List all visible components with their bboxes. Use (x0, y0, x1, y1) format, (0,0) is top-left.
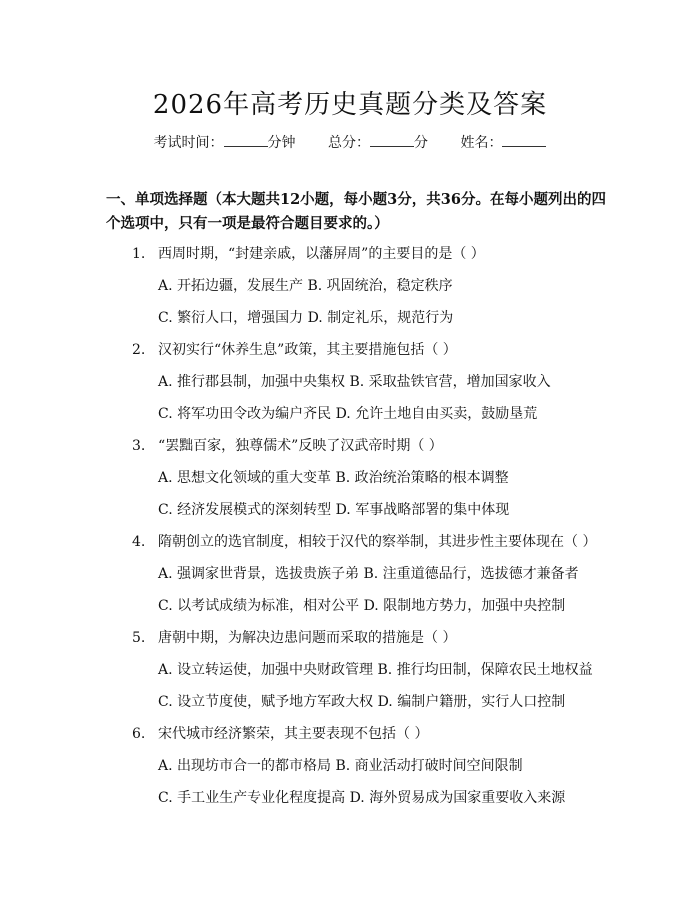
question-stem: 汉初实行“休养生息”政策，其主要措施包括（ ） (158, 342, 457, 358)
question-stem: “罢黜百家，独尊儒术”反映了汉武帝时期（ ） (158, 438, 443, 454)
question-stem: 唐朝中期，为解决边患问题而采取的措施是（ ） (158, 630, 457, 646)
student-name-field: 姓名： (460, 135, 546, 151)
question-4: 4. 隋朝创立的选官制度，相较于汉代的察举制，其进步性主要体现在（ ） (132, 534, 597, 550)
name-blank (502, 134, 546, 147)
question-6-options-ab: A. 出现坊市合一的都市格局 B. 商业活动打破时间空间限制 (158, 758, 523, 774)
question-3-options-ab: A. 思想文化领域的重大变革 B. 政治统治策略的根本调整 (158, 470, 509, 486)
question-2-options-ab: A. 推行郡县制，加强中央集权 B. 采取盐铁官营，增加国家收入 (158, 374, 551, 390)
question-3-options-cd: C. 经济发展模式的深刻转型 D. 军事战略部署的集中体现 (158, 502, 510, 518)
page-title: 2026年高考历史真题分类及答案 (152, 90, 548, 120)
question-4-options-ab: A. 强调家世背景，选拔贵族子弟 B. 注重道德品行，选拔德才兼备者 (158, 566, 579, 582)
question-stem: 隋朝创立的选官制度，相较于汉代的察举制，其进步性主要体现在（ ） (158, 534, 597, 550)
question-6: 6. 宋代城市经济繁荣，其主要表现不包括（ ） (132, 726, 429, 742)
question-2: 2. 汉初实行“休养生息”政策，其主要措施包括（ ） (132, 342, 457, 358)
question-5: 5. 唐朝中期，为解决边患问题而采取的措施是（ ） (132, 630, 457, 646)
question-2-options-cd: C. 将军功田令改为编户齐民 D. 允许土地自由买卖，鼓励垦荒 (158, 406, 538, 422)
exam-time-field: 考试时间： 分钟 (153, 135, 296, 151)
question-1-options-cd: C. 繁衍人口，增强国力 D. 制定礼乐，规范行为 (158, 310, 454, 326)
score-blank (370, 134, 414, 147)
section-heading: 一、单项选择题（本大题共12小题，每小题3分，共36分。在每小题列出的四个选项中，只有一项是最符合题目要求的。） (106, 191, 606, 232)
time-blank (224, 134, 268, 147)
question-5-options-ab: A. 设立转运使，加强中央财政管理 B. 推行均田制，保障农民土地权益 (158, 662, 593, 678)
question-stem: 宋代城市经济繁荣，其主要表现不包括（ ） (158, 726, 429, 742)
question-6-options-cd: C. 手工业生产专业化程度提高 D. 海外贸易成为国家重要收入来源 (158, 790, 566, 806)
question-stem: 西周时期，“封建亲戚，以藩屏周”的主要目的是（ ） (158, 246, 485, 262)
question-1-options-ab: A. 开拓边疆，发展生产 B. 巩固统治，稳定秩序 (158, 278, 453, 294)
question-1: 1. 西周时期，“封建亲戚，以藩屏周”的主要目的是（ ） (132, 246, 485, 262)
question-4-options-cd: C. 以考试成绩为标准，相对公平 D. 限制地方势力，加强中央控制 (158, 598, 566, 614)
exam-info-line (0, 132, 700, 152)
total-score-field: 总分： 分 (328, 135, 428, 151)
question-3: 3. “罢黜百家，独尊儒术”反映了汉武帝时期（ ） (132, 438, 443, 454)
question-5-options-cd: C. 设立节度使，赋予地方军政大权 D. 编制户籍册，实行人口控制 (158, 694, 566, 710)
